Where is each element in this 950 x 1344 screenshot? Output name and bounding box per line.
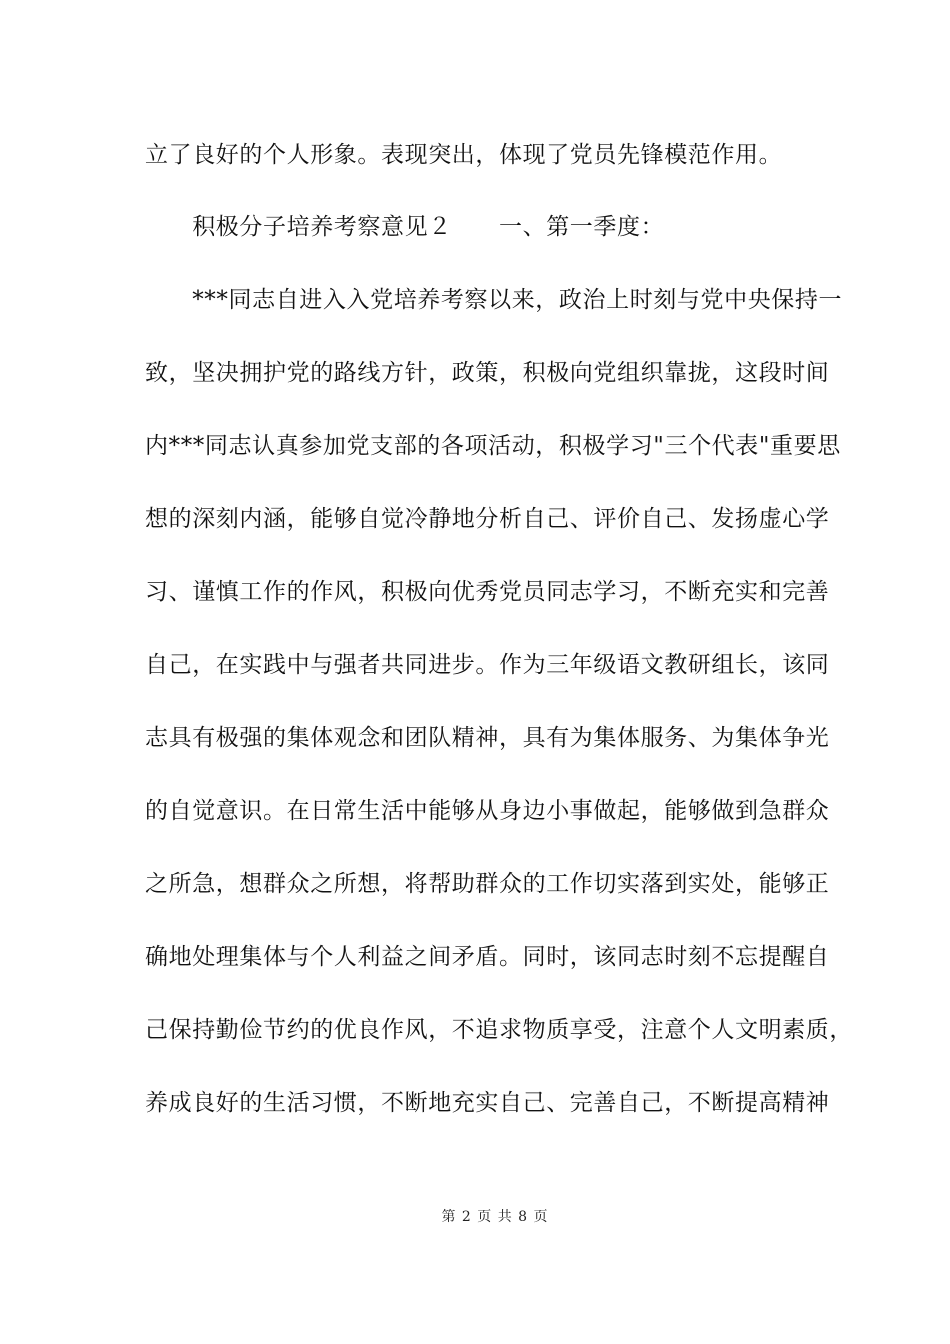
text-line-4: 致，坚决拥护党的路线方针，政策，积极向党组织靠拢，这段时间 bbox=[145, 360, 830, 386]
text-line-12: 确地处理集体与个人利益之间矛盾。同时，该同志时刻不忘提醒自 bbox=[145, 944, 830, 970]
page-number-footer: 第 2 页 共 8 页 bbox=[441, 1209, 549, 1225]
text-line-1: 立了良好的个人形象。表现突出，体现了党员先锋模范作用。 bbox=[145, 142, 783, 168]
text-line-6: 想的深刻内涵，能够自觉冷静地分析自己、评价自己、发扬虚心学 bbox=[145, 506, 830, 532]
text-line-10: 的自觉意识。在日常生活中能够从身边小事做起，能够做到急群众 bbox=[145, 798, 830, 824]
text-line-2: 积极分子培养考察意见２ 一、第一季度： bbox=[145, 214, 665, 240]
text-line-9: 志具有极强的集体观念和团队精神，具有为集体服务、为集体争光 bbox=[145, 725, 830, 751]
text-line-14: 养成良好的生活习惯，不断地充实自己、完善自己，不断提高精神 bbox=[145, 1090, 830, 1116]
text-line-3: ***同志自进入入党培养考察以来，政治上时刻与党中央保持一 bbox=[145, 287, 843, 313]
text-line-7: 习、谨慎工作的作风，积极向优秀党员同志学习，不断充实和完善 bbox=[145, 579, 830, 605]
text-line-8: 自己，在实践中与强者共同进步。作为三年级语文教研组长，该同 bbox=[145, 652, 830, 678]
text-line-11: 之所急，想群众之所想，将帮助群众的工作切实落到实处，能够正 bbox=[145, 871, 830, 897]
text-line-13: 己保持勤俭节约的优良作风，不追求物质享受，注意个人文明素质， bbox=[145, 1017, 853, 1043]
text-line-5: 内***同志认真参加党支部的各项活动，积极学习"三个代表"重要思 bbox=[145, 433, 841, 459]
